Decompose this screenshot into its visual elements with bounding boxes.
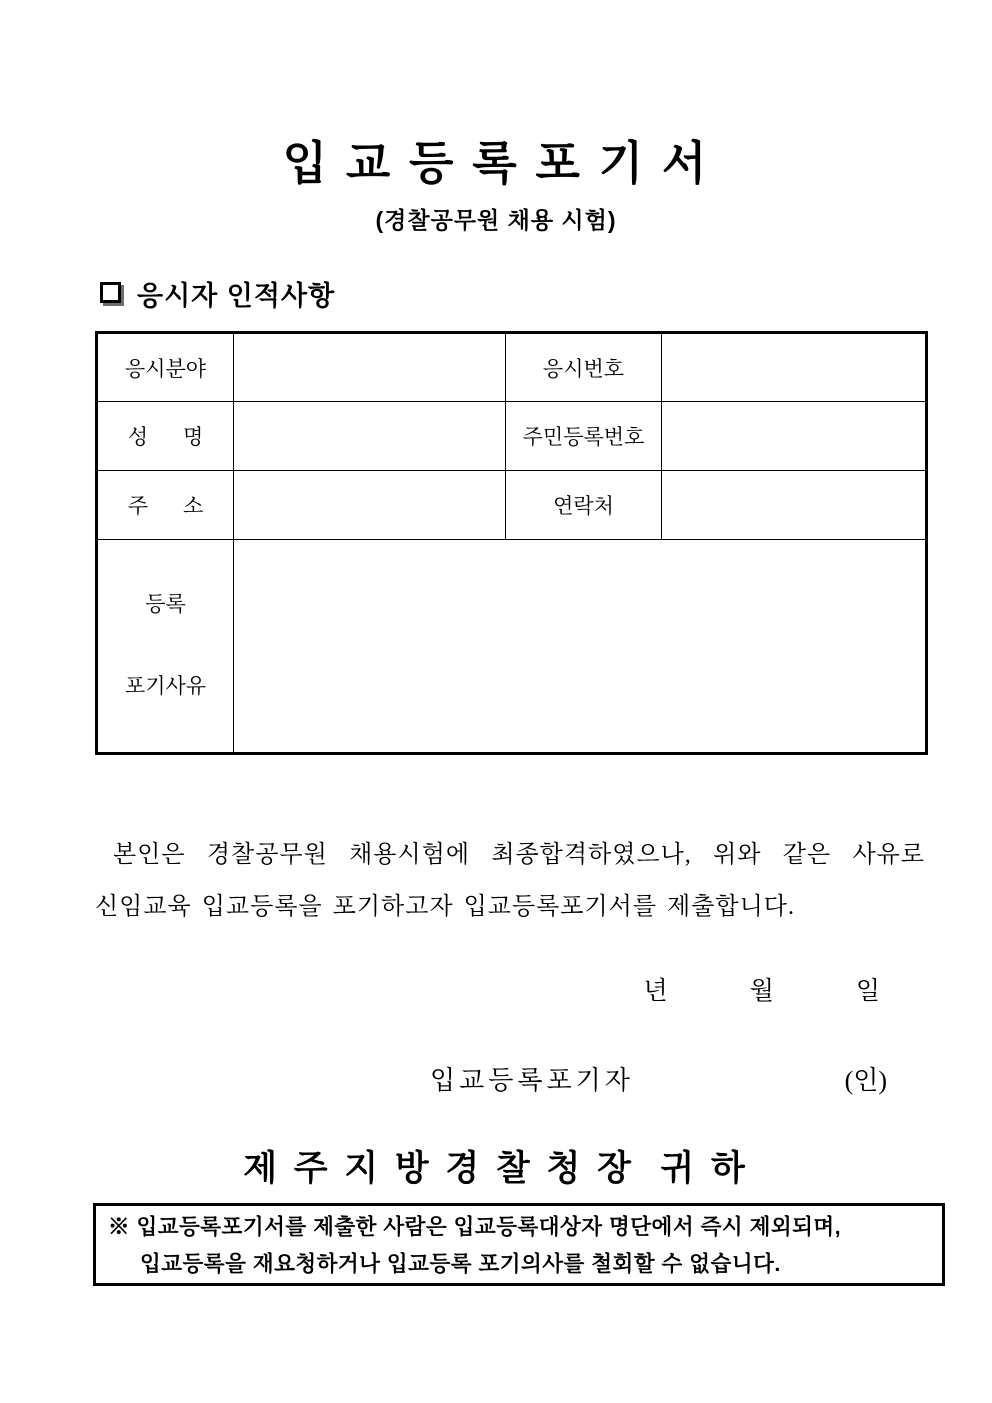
applicant-info-table — [95, 331, 928, 755]
addressee-line: 제 주 지 방 경 찰 청 장 귀 하 — [243, 1149, 749, 1188]
signer-label: 입교등록포기자 — [430, 1066, 634, 1095]
table-row-address — [97, 471, 927, 540]
form-subtitle: (경찰공무원 채용 시험) — [375, 207, 617, 233]
field-value-exam-number — [662, 333, 927, 402]
form-title: 입 교 등 록 포 기 서 — [282, 137, 710, 189]
declaration-line-1: 본인은 경찰공무원 채용시험에 최종합격하였으나, 위와 같은 사유로 — [113, 842, 925, 868]
field-label-resident-number: 주민등록번호 — [506, 402, 662, 471]
field-label-exam-field: 응시분야 — [97, 333, 234, 402]
field-value-resident-number — [662, 402, 927, 471]
waiver-reason-label-line2: 포기사유 — [124, 675, 207, 698]
declaration-line-2: 신임교육 입교등록을 포기하고자 입교등록포기서를 제출합니다. — [95, 894, 795, 920]
month-label: 월 — [749, 978, 774, 1005]
shadowed-square-icon — [100, 282, 121, 303]
applicant-info-section-header — [100, 276, 992, 310]
notice-line-2: 입교등록을 재요청하거나 입교등록 포기의사를 철회할 수 없습니다. — [140, 1252, 781, 1276]
field-value-exam-field — [234, 333, 506, 402]
notice-box — [93, 1203, 945, 1286]
day-label: 일 — [855, 978, 880, 1005]
table-row-name — [97, 402, 927, 471]
field-value-name — [234, 402, 506, 471]
field-label-address: 주 소 — [97, 471, 234, 540]
date-line — [0, 977, 992, 1007]
notice-line-1: ※ 입교등록포기서를 제출한 사람은 입교등록대상자 명단에서 즉시 제외되며, — [108, 1215, 842, 1239]
waiver-reason-label-line1: 등록 — [145, 593, 186, 616]
field-label-waiver-reason — [97, 540, 234, 754]
section-heading: 응시자 인적사항 — [137, 280, 336, 311]
table-row-waiver-reason — [97, 540, 927, 754]
field-value-address — [234, 471, 506, 540]
field-value-contact — [662, 471, 927, 540]
field-label-exam-number: 응시번호 — [506, 333, 662, 402]
signature-line — [95, 1065, 925, 1097]
year-label: 년 — [643, 978, 668, 1005]
seal-label: (인) — [844, 1066, 887, 1095]
field-value-waiver-reason — [234, 540, 927, 754]
field-label-name: 성 명 — [97, 402, 234, 471]
declaration-paragraph — [95, 829, 925, 933]
table-row-exam-field — [97, 333, 927, 402]
field-label-contact: 연락처 — [506, 471, 662, 540]
